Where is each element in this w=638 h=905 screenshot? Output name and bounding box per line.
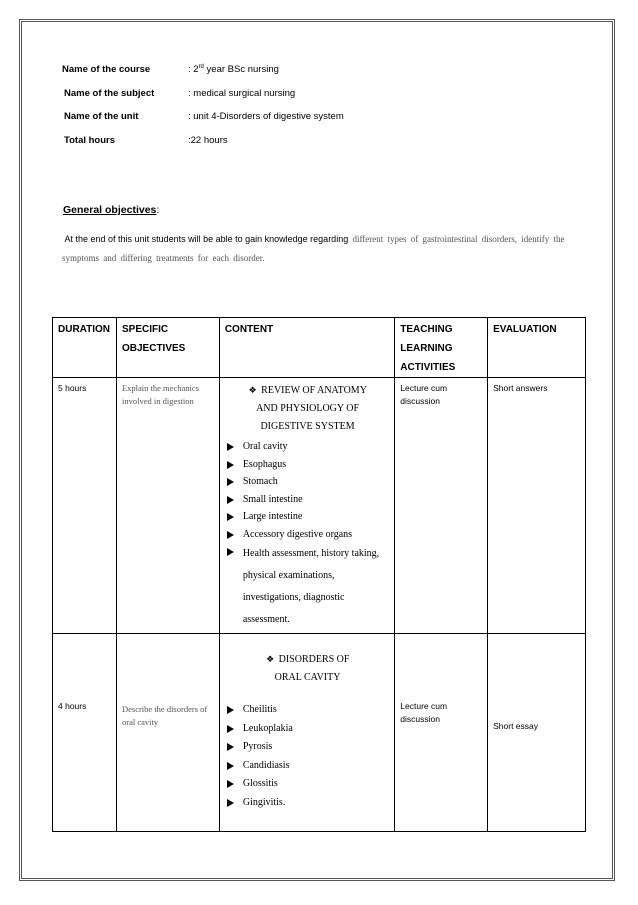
- info-row-unit: [62, 111, 344, 135]
- list-item: Candidiasis: [226, 757, 389, 776]
- content-list: [226, 438, 389, 631]
- list-item: Accessory digestive organs: [226, 526, 389, 544]
- arrow-bullet-icon: [227, 496, 234, 504]
- content-heading: ❖ DISORDERS OF ORAL CAVITY: [226, 650, 389, 687]
- info-value: :22 hours: [188, 134, 228, 146]
- content-cell: [219, 634, 394, 832]
- header-duration: DURATION: [53, 318, 117, 378]
- info-value: : medical surgical nursing: [188, 87, 296, 99]
- evaluation-cell: Short essay: [488, 634, 586, 832]
- objective-cell: Describe the disorders of oral cavity: [116, 634, 219, 832]
- header-objectives: SPECIFIC OBJECTIVES: [116, 318, 219, 378]
- info-row-hours: [62, 135, 344, 159]
- general-objectives-title: General objectives:: [63, 204, 160, 216]
- arrow-bullet-icon: [227, 461, 234, 469]
- lesson-plan-table: [52, 317, 586, 832]
- list-item: Health assessment, history taking, physical examinations, investigations, diagnostic assessment.: [226, 543, 389, 631]
- diamond-bullet-icon: ❖: [266, 654, 275, 664]
- arrow-bullet-icon: [227, 548, 234, 556]
- info-label: Name of the course: [62, 64, 151, 75]
- list-item: Cheilitis: [226, 701, 389, 720]
- arrow-bullet-icon: [227, 531, 234, 539]
- course-info: [62, 64, 344, 158]
- table-row: [53, 634, 586, 832]
- diamond-bullet-icon: ❖: [248, 385, 257, 395]
- arrow-bullet-icon: [227, 443, 234, 451]
- info-label: Name of the subject: [64, 87, 155, 99]
- objective-cell: Explain the mechanics involved in digestion: [116, 378, 219, 634]
- arrow-bullet-icon: [227, 762, 234, 770]
- info-row-course: [62, 64, 344, 88]
- teaching-cell: Lecture cum discussion: [395, 378, 488, 634]
- list-item: Small intestine: [226, 491, 389, 509]
- general-objectives-text: At the end of this unit students will be able to gain knowledge regarding different types of gastrointestinal disorders, identify the symptoms and differing treatments for each disorder.: [62, 234, 565, 263]
- teaching-cell: Lecture cum discussion: [395, 634, 488, 832]
- table-row: [53, 378, 586, 634]
- arrow-bullet-icon: [227, 706, 234, 714]
- list-item: Pyrosis: [226, 738, 389, 757]
- arrow-bullet-icon: [227, 478, 234, 486]
- duration-cell: 4 hours: [53, 634, 117, 832]
- arrow-bullet-icon: [227, 513, 234, 521]
- info-value: : unit 4-Disorders of digestive system: [188, 111, 344, 122]
- list-item: Esophagus: [226, 456, 389, 474]
- arrow-bullet-icon: [227, 799, 234, 807]
- list-item: Large intestine: [226, 508, 389, 526]
- list-item: Oral cavity: [226, 438, 389, 456]
- header-teaching: TEACHING LEARNING ACTIVITIES: [395, 318, 488, 378]
- arrow-bullet-icon: [227, 725, 234, 733]
- table-header-row: [53, 318, 586, 378]
- list-item: Leukoplakia: [226, 720, 389, 739]
- arrow-bullet-icon: [227, 780, 234, 788]
- list-item: Glossitis: [226, 775, 389, 794]
- content-heading: ❖ REVIEW OF ANATOMY AND PHYSIOLOGY OF DIGESTIVE SYSTEM: [226, 381, 389, 436]
- info-label: Total hours: [64, 134, 116, 146]
- header-content: CONTENT: [219, 318, 394, 378]
- list-item: Stomach: [226, 473, 389, 491]
- arrow-bullet-icon: [227, 743, 234, 751]
- info-row-subject: [62, 88, 344, 112]
- content-list: [226, 701, 389, 812]
- info-label: Name of the unit: [64, 111, 139, 122]
- info-value: : 2rd year BSc nursing: [188, 64, 279, 76]
- duration-cell: 5 hours: [53, 378, 117, 634]
- content-cell: [219, 378, 394, 634]
- evaluation-cell: Short answers: [488, 378, 586, 634]
- header-evaluation: EVALUATION: [488, 318, 586, 378]
- list-item: Gingivitis.: [226, 794, 389, 813]
